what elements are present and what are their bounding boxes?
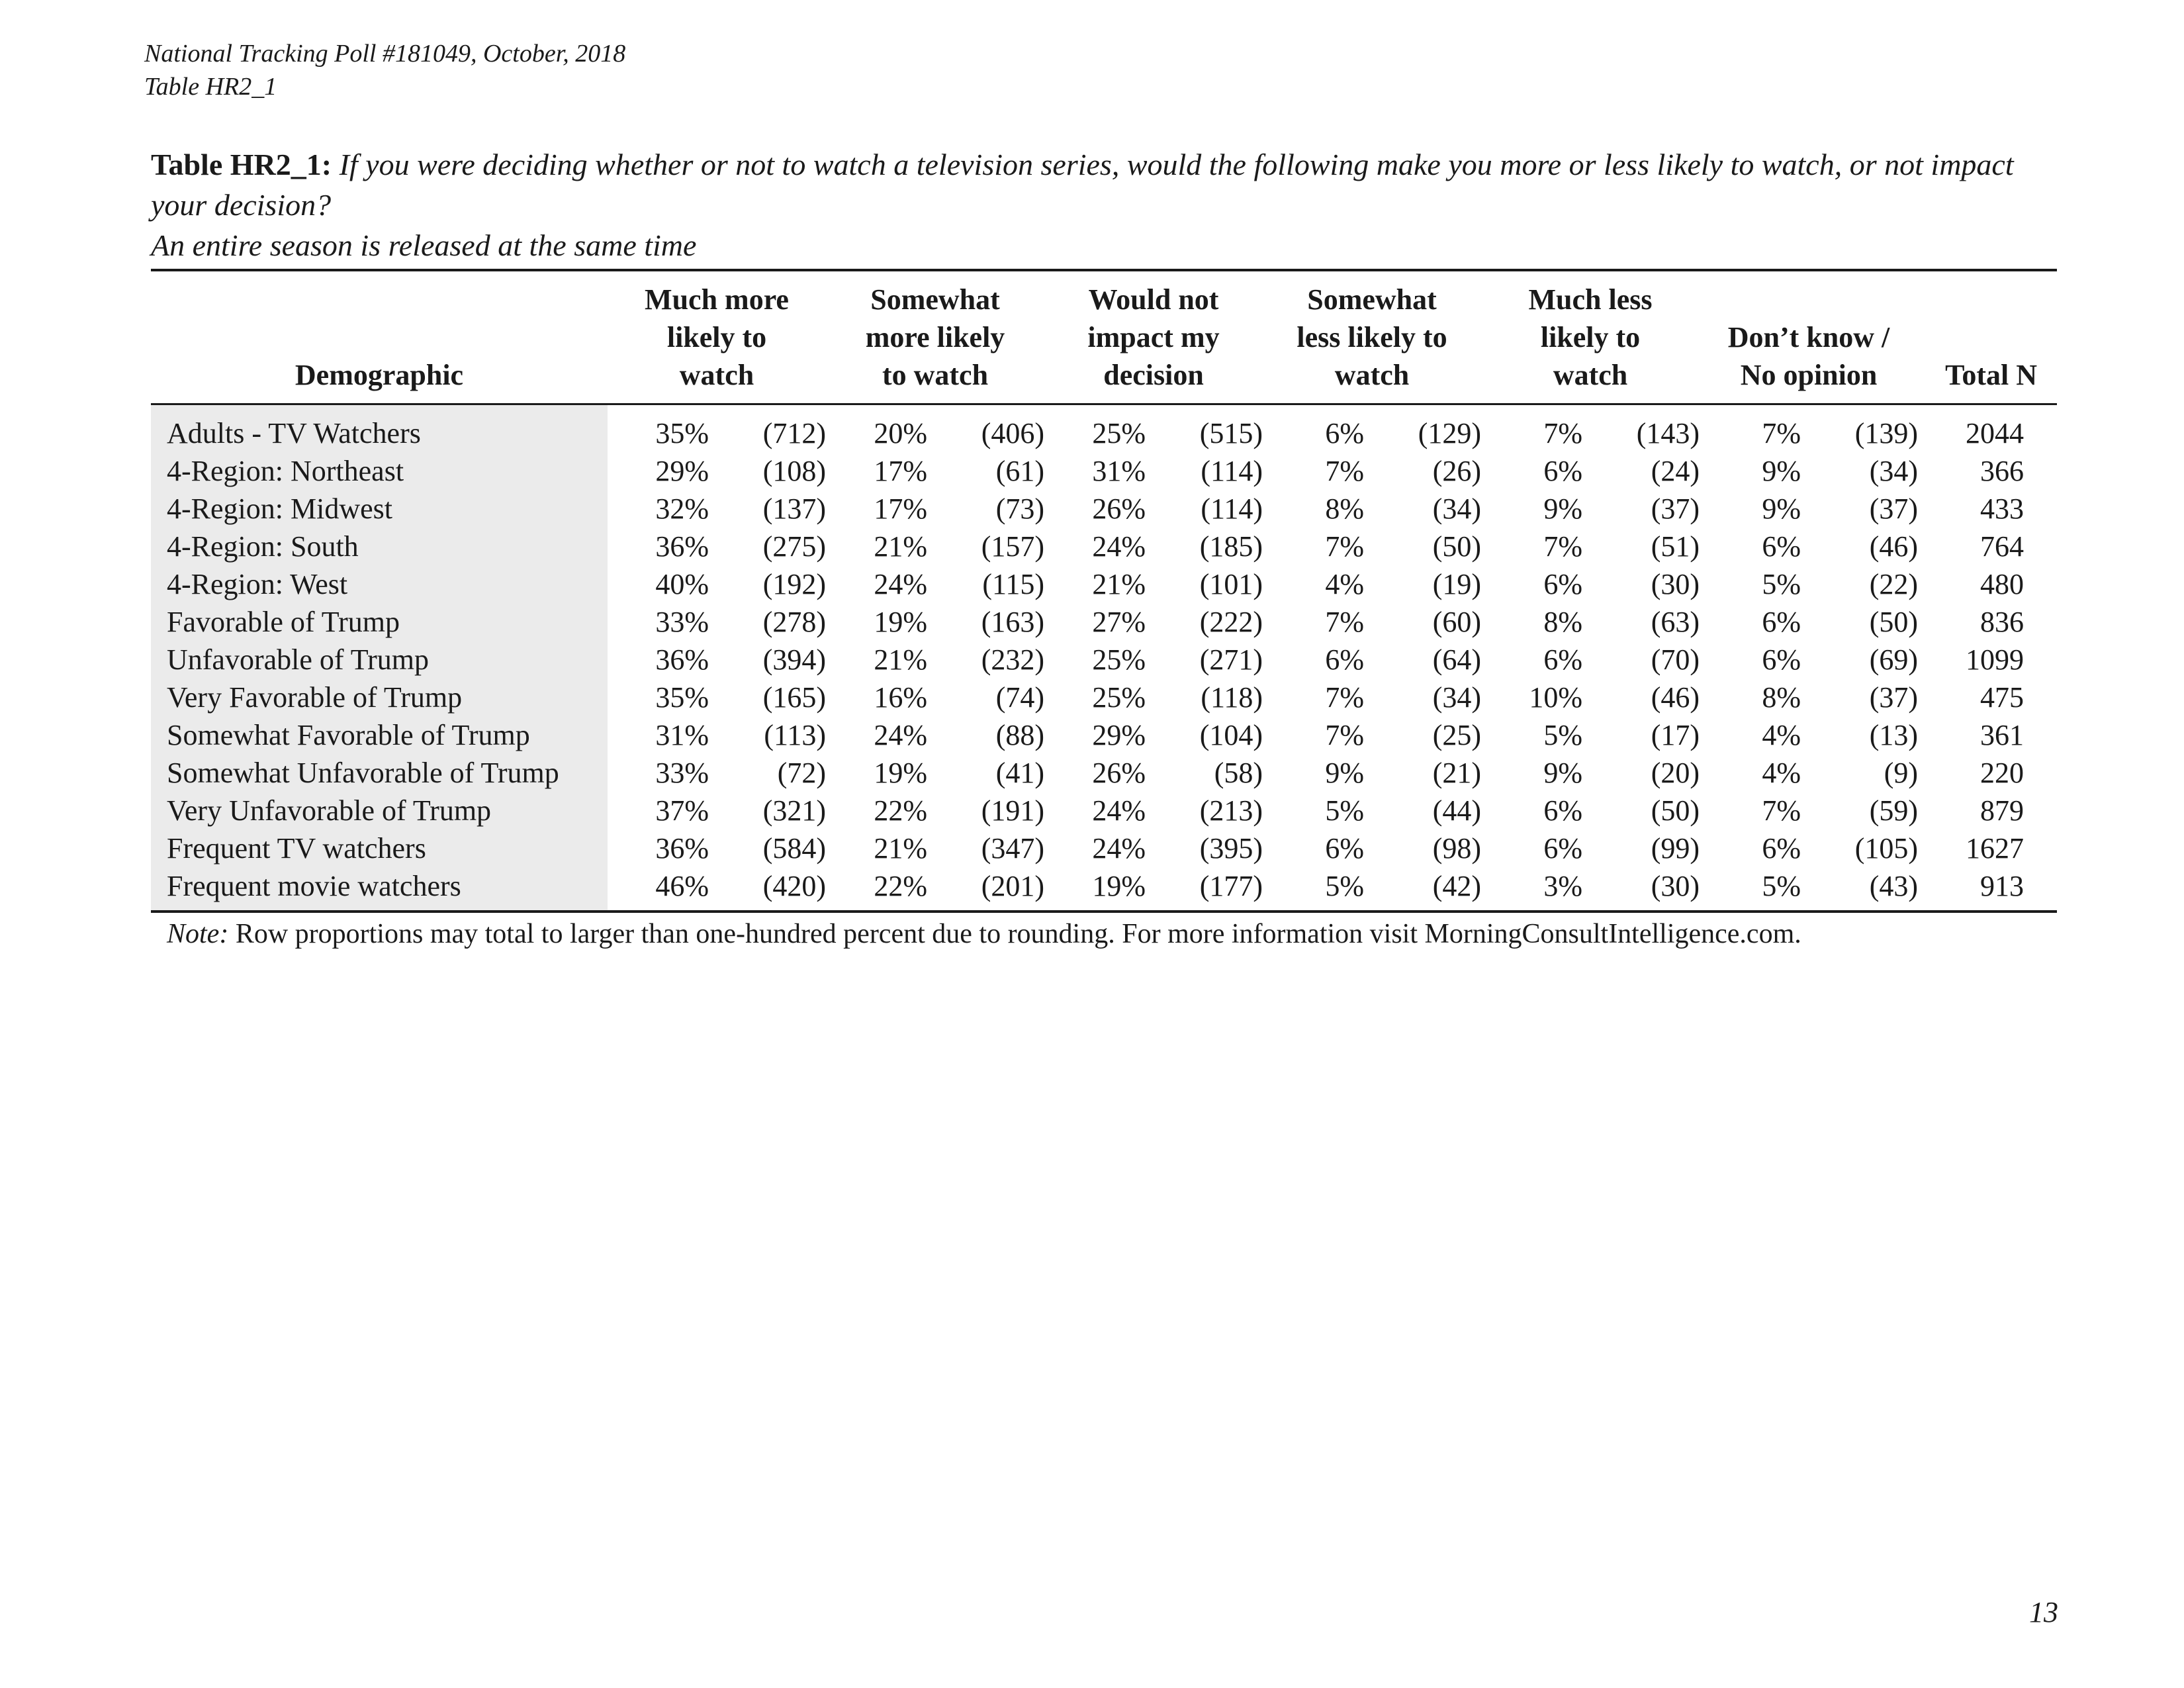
total-n-cell: 1627 (1966, 832, 2025, 865)
count-cell: (99) (1651, 832, 1700, 865)
percent-cell: 4% (1325, 568, 1365, 600)
table-row (151, 490, 2057, 528)
percent-cell: 4% (1762, 719, 1801, 751)
count-cell: (347) (981, 832, 1045, 865)
percent-cell: 6% (1325, 417, 1365, 449)
count-cell: (105) (1854, 832, 1919, 865)
total-n-cell: 220 (1980, 757, 2025, 789)
total-n-cell: 1099 (1966, 643, 2025, 676)
percent-cell: 9% (1762, 455, 1801, 487)
count-cell: (21) (1432, 757, 1482, 789)
percent-cell: 8% (1762, 681, 1801, 714)
total-n-cell: 480 (1980, 568, 2025, 600)
column-header-line: Somewhat (1307, 283, 1437, 316)
count-cell: (108) (762, 455, 827, 487)
demographic-cell: Very Favorable of Trump (151, 679, 608, 716)
crosstab-table-container (151, 269, 2057, 953)
percent-cell: 19% (874, 757, 928, 789)
count-cell: (42) (1432, 870, 1482, 902)
percent-cell: 21% (874, 530, 928, 563)
percent-cell: 7% (1762, 794, 1801, 827)
count-cell: (17) (1651, 719, 1700, 751)
count-cell: (201) (981, 870, 1045, 902)
percent-cell: 7% (1325, 606, 1365, 638)
percent-cell: 7% (1543, 530, 1583, 563)
table-body (151, 404, 2057, 912)
column-header-line: Much less (1528, 283, 1653, 316)
total-n-cell: 2044 (1966, 417, 2025, 449)
count-cell: (72) (777, 757, 827, 789)
count-cell: (177) (1199, 870, 1263, 902)
count-cell: (271) (1199, 643, 1263, 676)
percent-cell: 24% (1092, 530, 1146, 563)
table-row (151, 716, 2057, 754)
percent-cell: 32% (655, 492, 709, 525)
count-cell: (59) (1869, 794, 1919, 827)
count-cell: (98) (1432, 832, 1482, 865)
count-cell: (9) (1884, 757, 1919, 789)
count-cell: (129) (1418, 417, 1482, 449)
percent-cell: 36% (655, 832, 709, 865)
note-label: Note: (167, 919, 229, 949)
total-n-cell: 879 (1980, 794, 2025, 827)
count-cell: (191) (981, 794, 1045, 827)
count-cell: (13) (1869, 719, 1919, 751)
percent-cell: 26% (1092, 757, 1146, 789)
count-cell: (137) (762, 492, 827, 525)
running-header (144, 37, 625, 103)
percent-cell: 46% (655, 870, 709, 902)
percent-cell: 21% (874, 832, 928, 865)
column-header (826, 270, 1044, 404)
count-cell: (30) (1651, 870, 1700, 902)
count-cell: (37) (1651, 492, 1700, 525)
percent-cell: 7% (1762, 417, 1801, 449)
percent-cell: 6% (1325, 643, 1365, 676)
percent-cell: 6% (1762, 643, 1801, 676)
column-header-line: likely to (1540, 321, 1641, 353)
count-cell: (165) (762, 681, 827, 714)
column-header (1263, 270, 1481, 404)
count-cell: (101) (1199, 568, 1263, 600)
percent-cell: 25% (1092, 643, 1146, 676)
demographic-cell: Frequent TV watchers (151, 829, 608, 867)
table-row (151, 867, 2057, 912)
count-cell: (61) (995, 455, 1045, 487)
count-cell: (278) (762, 606, 827, 638)
percent-cell: 24% (874, 719, 928, 751)
table-row (151, 603, 2057, 641)
count-cell: (115) (982, 568, 1045, 600)
percent-cell: 5% (1543, 719, 1583, 751)
count-cell: (50) (1651, 794, 1700, 827)
table-title (151, 144, 2057, 265)
table-row (151, 565, 2057, 603)
table-row (151, 641, 2057, 679)
percent-cell: 6% (1543, 455, 1583, 487)
table-row (151, 829, 2057, 867)
column-header-line: Total N (1945, 359, 2038, 391)
page-number: 13 (2029, 1596, 2058, 1628)
count-cell: (163) (981, 606, 1045, 638)
percent-cell: 9% (1325, 757, 1365, 789)
column-header-line: watch (1334, 359, 1410, 391)
demographic-cell: 4-Region: South (151, 528, 608, 565)
table-row (151, 679, 2057, 716)
demographic-cell: Frequent movie watchers (151, 867, 608, 912)
column-header (151, 270, 608, 404)
count-cell: (222) (1199, 606, 1263, 638)
percent-cell: 29% (655, 455, 709, 487)
count-cell: (34) (1432, 492, 1482, 525)
column-header (1918, 270, 2057, 404)
column-header-line: watch (679, 359, 754, 391)
table-row (151, 528, 2057, 565)
count-cell: (192) (762, 568, 827, 600)
total-n-cell: 913 (1980, 870, 2025, 902)
count-cell: (20) (1651, 757, 1700, 789)
count-cell: (51) (1651, 530, 1700, 563)
percent-cell: 21% (874, 643, 928, 676)
count-cell: (213) (1199, 794, 1263, 827)
count-cell: (34) (1432, 681, 1482, 714)
percent-cell: 6% (1325, 832, 1365, 865)
count-cell: (157) (981, 530, 1045, 563)
column-header-line: decision (1103, 359, 1204, 391)
count-cell: (41) (995, 757, 1045, 789)
percent-cell: 17% (874, 455, 928, 487)
percent-cell: 3% (1543, 870, 1583, 902)
percent-cell: 6% (1543, 643, 1583, 676)
percent-cell: 4% (1762, 757, 1801, 789)
count-cell: (185) (1199, 530, 1263, 563)
percent-cell: 6% (1762, 832, 1801, 865)
count-cell: (63) (1651, 606, 1700, 638)
percent-cell: 5% (1762, 568, 1801, 600)
percent-cell: 21% (1092, 568, 1146, 600)
count-cell: (406) (981, 417, 1045, 449)
count-cell: (37) (1869, 492, 1919, 525)
column-header-line: likely to (666, 321, 767, 353)
percent-cell: 33% (655, 606, 709, 638)
total-n-cell: 433 (1980, 492, 2025, 525)
count-cell: (24) (1651, 455, 1700, 487)
demographic-cell: Adults - TV Watchers (151, 404, 608, 453)
column-header-line: more likely (865, 321, 1005, 353)
count-cell: (395) (1199, 832, 1263, 865)
column-header-line: impact my (1087, 321, 1220, 353)
count-cell: (69) (1869, 643, 1919, 676)
total-n-cell: 361 (1980, 719, 2025, 751)
count-cell: (25) (1432, 719, 1482, 751)
count-cell: (19) (1432, 568, 1482, 600)
percent-cell: 36% (655, 643, 709, 676)
table-header-row (151, 270, 2057, 404)
percent-cell: 17% (874, 492, 928, 525)
count-cell: (60) (1432, 606, 1482, 638)
percent-cell: 7% (1543, 417, 1583, 449)
count-cell: (46) (1651, 681, 1700, 714)
percent-cell: 16% (874, 681, 928, 714)
count-cell: (584) (762, 832, 827, 865)
demographic-cell: 4-Region: Northeast (151, 452, 608, 490)
count-cell: (118) (1201, 681, 1263, 714)
percent-cell: 35% (655, 681, 709, 714)
count-cell: (50) (1869, 606, 1919, 638)
table-note (151, 913, 2057, 953)
count-cell: (50) (1432, 530, 1482, 563)
count-cell: (46) (1869, 530, 1919, 563)
column-header-line: No opinion (1740, 359, 1878, 391)
count-cell: (321) (762, 794, 827, 827)
total-n-cell: 836 (1980, 606, 2025, 638)
count-cell: (420) (762, 870, 827, 902)
percent-cell: 22% (874, 794, 928, 827)
count-cell: (275) (762, 530, 827, 563)
percent-cell: 40% (655, 568, 709, 600)
count-cell: (88) (995, 719, 1045, 751)
percent-cell: 37% (655, 794, 709, 827)
percent-cell: 24% (1092, 794, 1146, 827)
count-cell: (73) (995, 492, 1045, 525)
demographic-cell: 4-Region: West (151, 565, 608, 603)
percent-cell: 7% (1325, 719, 1365, 751)
percent-cell: 5% (1762, 870, 1801, 902)
percent-cell: 24% (874, 568, 928, 600)
table-row (151, 452, 2057, 490)
percent-cell: 8% (1325, 492, 1365, 525)
percent-cell: 6% (1543, 568, 1583, 600)
crosstab-table (151, 269, 2057, 913)
total-n-cell: 366 (1980, 455, 2025, 487)
count-cell: (37) (1869, 681, 1919, 714)
percent-cell: 25% (1092, 681, 1146, 714)
count-cell: (139) (1854, 417, 1919, 449)
percent-cell: 33% (655, 757, 709, 789)
table-question: If you were deciding whether or not to watch a television series, would the following make you more or less likely to watch, or not impact your decision? (151, 148, 2014, 222)
count-cell: (394) (762, 643, 827, 676)
column-header-line: Demographic (295, 359, 464, 391)
column-header (608, 270, 826, 404)
percent-cell: 26% (1092, 492, 1146, 525)
count-cell: (104) (1199, 719, 1263, 751)
percent-cell: 6% (1762, 530, 1801, 563)
column-header-line: Much more (645, 283, 789, 316)
column-header-line: to watch (882, 359, 989, 391)
percent-cell: 31% (655, 719, 709, 751)
table-row (151, 404, 2057, 453)
count-cell: (113) (764, 719, 827, 751)
percent-cell: 19% (1092, 870, 1146, 902)
demographic-cell: Somewhat Unfavorable of Trump (151, 754, 608, 792)
percent-cell: 9% (1762, 492, 1801, 525)
percent-cell: 9% (1543, 492, 1583, 525)
total-n-cell: 764 (1980, 530, 2025, 563)
count-cell: (43) (1869, 870, 1919, 902)
count-cell: (712) (762, 417, 827, 449)
percent-cell: 6% (1762, 606, 1801, 638)
percent-cell: 24% (1092, 832, 1146, 865)
count-cell: (44) (1432, 794, 1482, 827)
percent-cell: 19% (874, 606, 928, 638)
percent-cell: 7% (1325, 530, 1365, 563)
count-cell: (26) (1432, 455, 1482, 487)
total-n-cell: 475 (1980, 681, 2025, 714)
column-header-line: Don’t know / (1727, 321, 1890, 353)
percent-cell: 35% (655, 417, 709, 449)
count-cell: (232) (981, 643, 1045, 676)
percent-cell: 27% (1092, 606, 1146, 638)
column-header-line: Would not (1088, 283, 1219, 316)
poll-name: National Tracking Poll #181049, October, 2018 (144, 40, 626, 68)
percent-cell: 31% (1092, 455, 1146, 487)
column-header-line: Somewhat (870, 283, 1000, 316)
percent-cell: 36% (655, 530, 709, 563)
note-text: Row proportions may total to larger than one-hundred percent due to rounding. For more information visit MorningConsultIntelligence.com. (235, 919, 1801, 949)
table-row (151, 792, 2057, 829)
count-cell: (70) (1651, 643, 1700, 676)
count-cell: (114) (1201, 492, 1263, 525)
count-cell: (114) (1201, 455, 1263, 487)
percent-cell: 25% (1092, 417, 1146, 449)
count-cell: (143) (1636, 417, 1700, 449)
table-row (151, 754, 2057, 792)
demographic-cell: Somewhat Favorable of Trump (151, 716, 608, 754)
count-cell: (64) (1432, 643, 1482, 676)
column-header (1700, 270, 1918, 404)
percent-cell: 5% (1325, 870, 1365, 902)
table-id: Table HR2_1 (144, 73, 277, 101)
count-cell: (74) (995, 681, 1045, 714)
percent-cell: 8% (1543, 606, 1583, 638)
percent-cell: 9% (1543, 757, 1583, 789)
column-header (1044, 270, 1263, 404)
percent-cell: 5% (1325, 794, 1365, 827)
count-cell: (515) (1199, 417, 1263, 449)
count-cell: (34) (1869, 455, 1919, 487)
demographic-cell: Favorable of Trump (151, 603, 608, 641)
count-cell: (58) (1214, 757, 1263, 789)
percent-cell: 10% (1529, 681, 1583, 714)
count-cell: (22) (1869, 568, 1919, 600)
column-header-line: watch (1553, 359, 1628, 391)
percent-cell: 7% (1325, 455, 1365, 487)
demographic-cell: 4-Region: Midwest (151, 490, 608, 528)
percent-cell: 29% (1092, 719, 1146, 751)
percent-cell: 6% (1543, 832, 1583, 865)
demographic-cell: Unfavorable of Trump (151, 641, 608, 679)
column-header-line: less likely to (1297, 321, 1447, 353)
percent-cell: 6% (1543, 794, 1583, 827)
table-subtitle: An entire season is released at the same time (151, 228, 697, 262)
demographic-cell: Very Unfavorable of Trump (151, 792, 608, 829)
column-header (1481, 270, 1700, 404)
count-cell: (30) (1651, 568, 1700, 600)
table-label: Table HR2_1: (151, 148, 332, 181)
percent-cell: 22% (874, 870, 928, 902)
percent-cell: 7% (1325, 681, 1365, 714)
percent-cell: 20% (874, 417, 928, 449)
